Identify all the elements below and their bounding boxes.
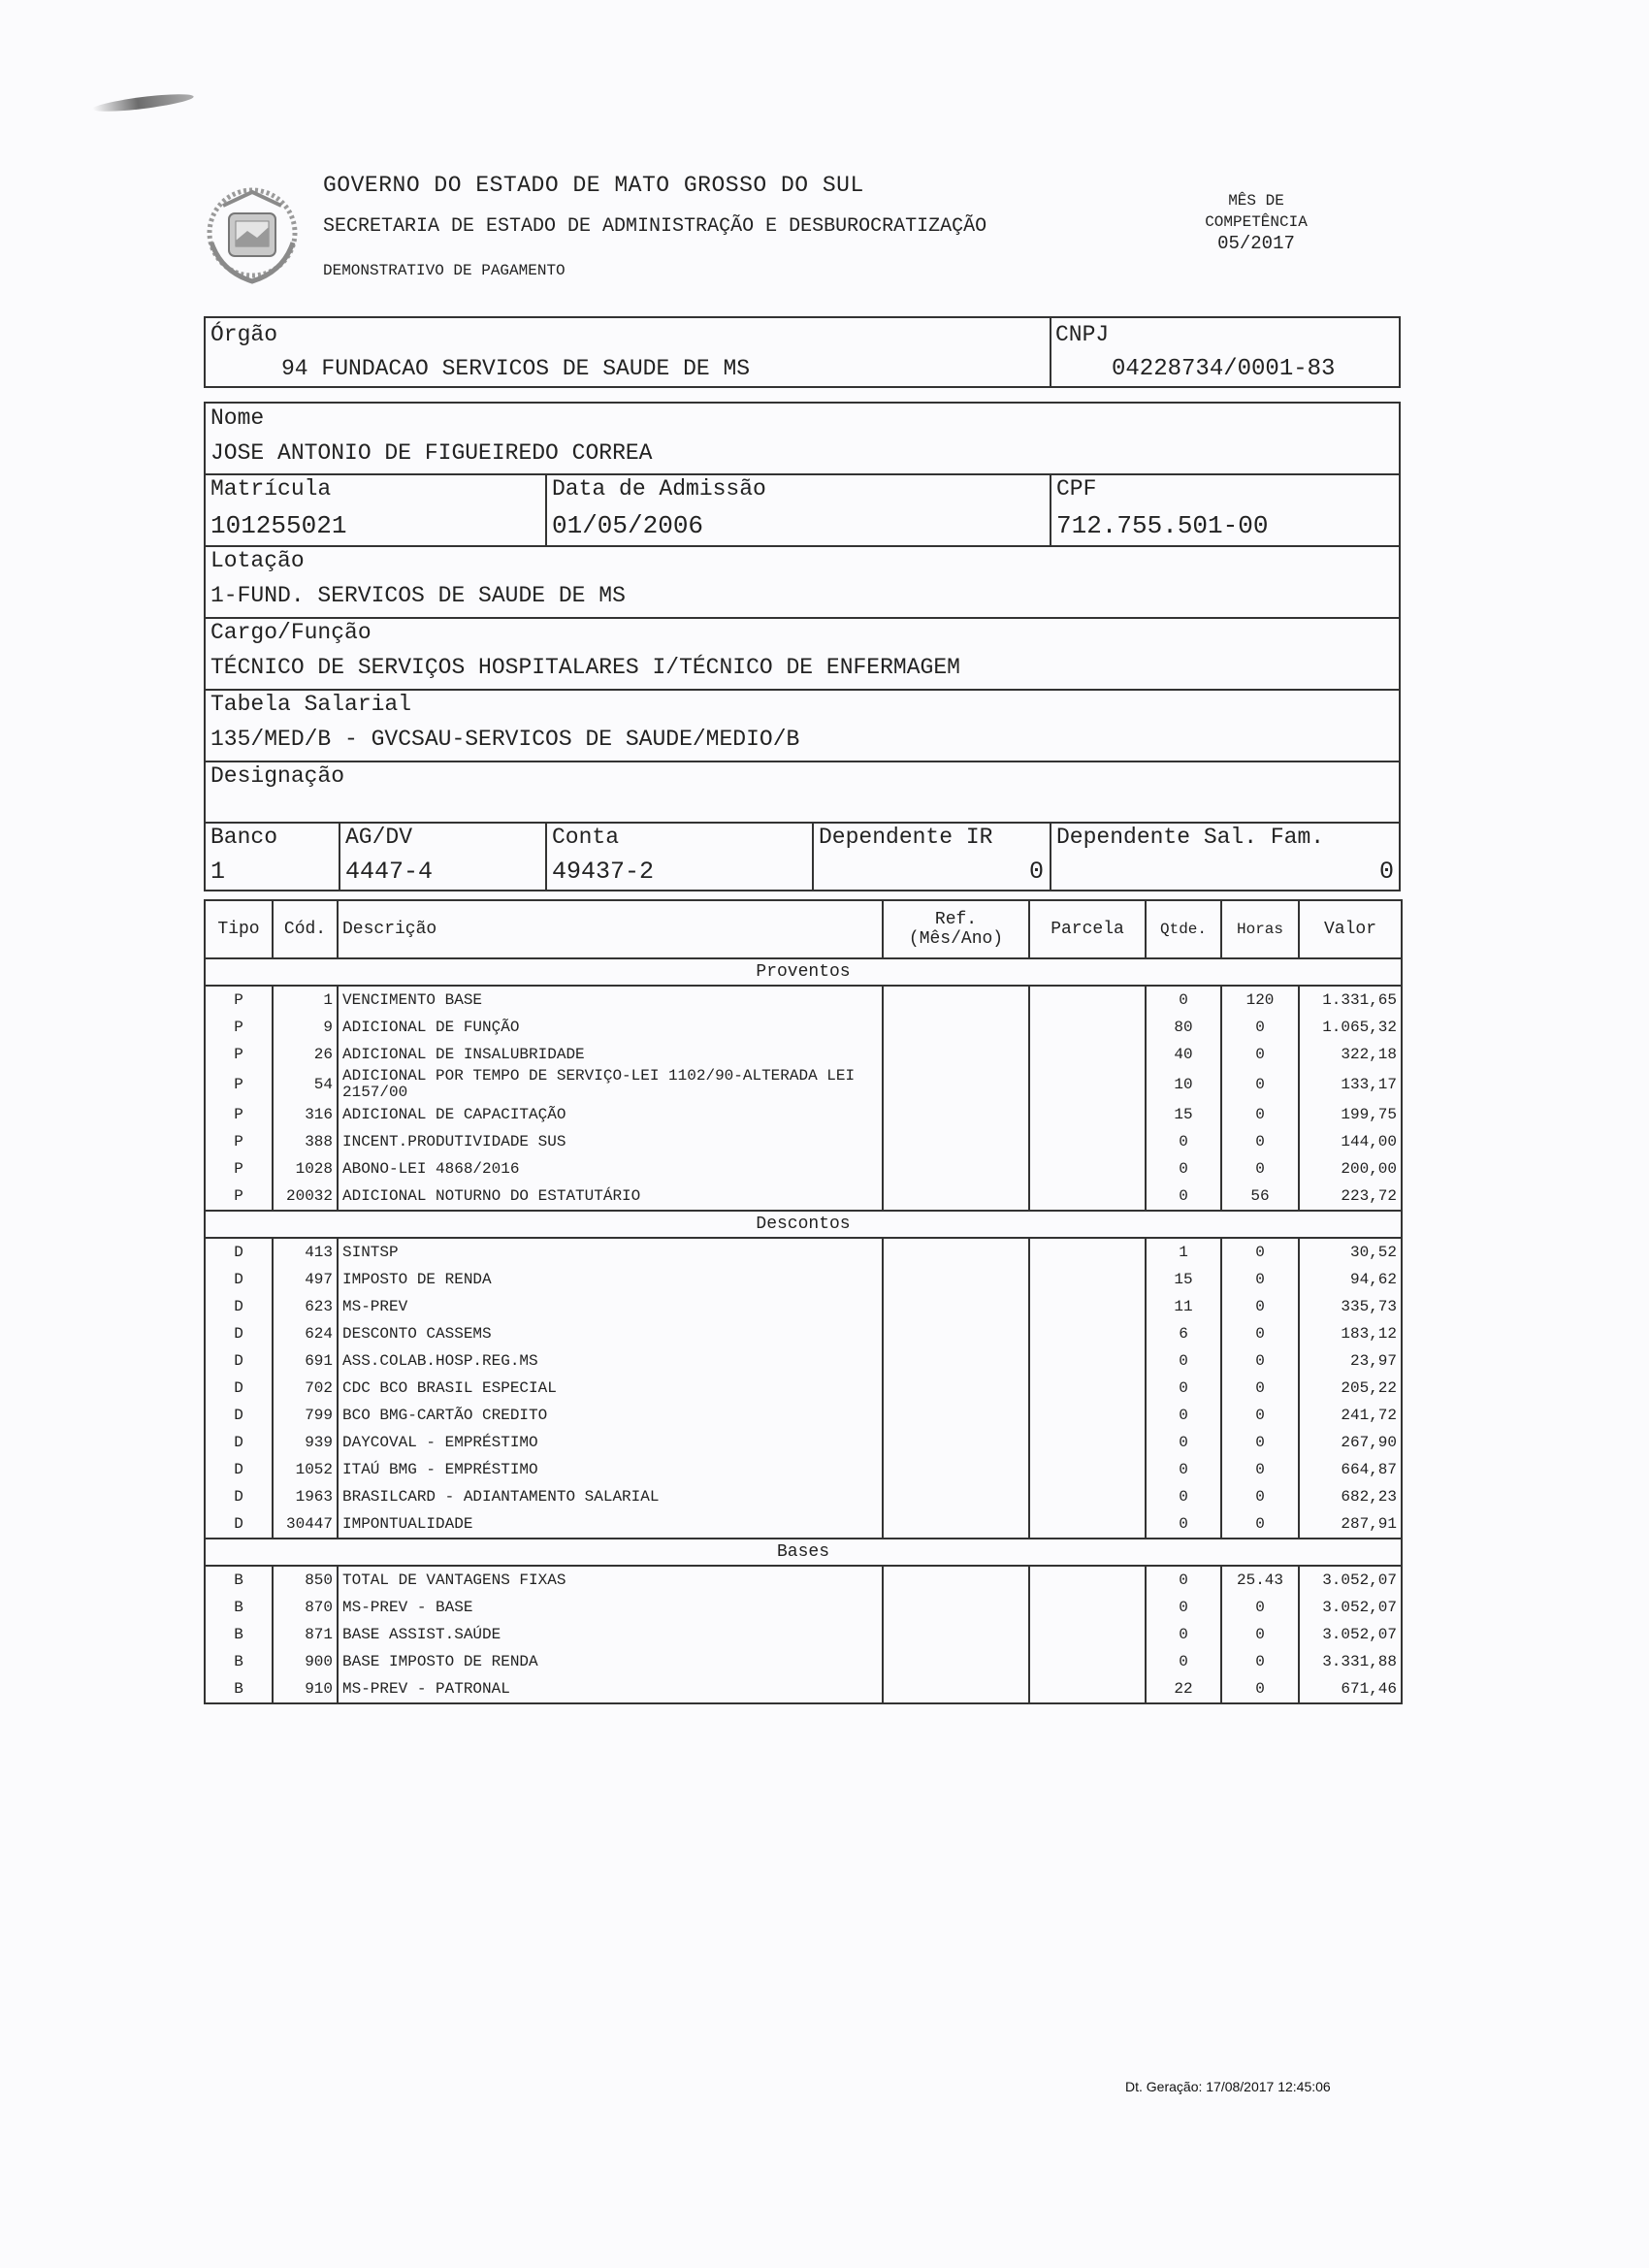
- cell-ref: [883, 1675, 1029, 1703]
- cell-parcela: [1029, 1238, 1146, 1266]
- lotacao-value: 1-FUND. SERVICOS DE SAUDE DE MS: [210, 583, 626, 608]
- cell-horas: 0: [1221, 1101, 1299, 1128]
- table-row: [205, 1347, 1402, 1375]
- cell-valor: 3.052,07: [1299, 1566, 1402, 1594]
- cell-qtde: 0: [1146, 986, 1221, 1014]
- cell-parcela: [1029, 1293, 1146, 1320]
- conta-label: Conta: [552, 825, 620, 850]
- cell-parcela: [1029, 1483, 1146, 1510]
- cell-codigo: 870: [273, 1594, 338, 1621]
- cell-codigo: 900: [273, 1648, 338, 1675]
- cell-codigo: 850: [273, 1566, 338, 1594]
- cell-horas: 25.43: [1221, 1566, 1299, 1594]
- cell-parcela: [1029, 1510, 1146, 1539]
- cell-ref: [883, 1375, 1029, 1402]
- cell-valor: 199,75: [1299, 1101, 1402, 1128]
- cargo-value: TÉCNICO DE SERVIÇOS HOSPITALARES I/TÉCNICO DE ENFERMAGEM: [210, 655, 960, 680]
- admissao-label: Data de Admissão: [552, 476, 766, 502]
- cell-parcela: [1029, 1068, 1146, 1101]
- cell-codigo: 1963: [273, 1483, 338, 1510]
- nome-value: JOSE ANTONIO DE FIGUEIREDO CORREA: [210, 440, 653, 466]
- cell-tipo: B: [205, 1675, 273, 1703]
- cell-descricao: BASE IMPOSTO DE RENDA: [338, 1648, 883, 1675]
- cell-ref: [883, 1347, 1029, 1375]
- cell-codigo: 1052: [273, 1456, 338, 1483]
- cell-parcela: [1029, 1648, 1146, 1675]
- secretariat-title: SECRETARIA DE ESTADO DE ADMINISTRAÇÃO E DESBUROCRATIZAÇÃO: [323, 215, 987, 238]
- cell-tipo: P: [205, 1155, 273, 1183]
- section-header: [205, 958, 1402, 986]
- cell-horas: 0: [1221, 1648, 1299, 1675]
- cell-ref: [883, 1483, 1029, 1510]
- cpf-value: 712.755.501-00: [1056, 511, 1269, 540]
- table-row: [205, 1128, 1402, 1155]
- cell-valor: 287,91: [1299, 1510, 1402, 1539]
- cell-qtde: 0: [1146, 1566, 1221, 1594]
- cell-ref: [883, 1155, 1029, 1183]
- section-title: Proventos: [205, 958, 1402, 986]
- cell-codigo: 623: [273, 1293, 338, 1320]
- cell-descricao: MS-PREV - PATRONAL: [338, 1675, 883, 1703]
- cell-descricao: VENCIMENTO BASE: [338, 986, 883, 1014]
- cell-descricao: MS-PREV - BASE: [338, 1594, 883, 1621]
- cell-tipo: B: [205, 1621, 273, 1648]
- banco-label: Banco: [210, 825, 278, 850]
- col-ref: [883, 900, 1029, 958]
- cell-descricao: INCENT.PRODUTIVIDADE SUS: [338, 1128, 883, 1155]
- matricula-value: 101255021: [210, 511, 347, 540]
- nome-label: Nome: [210, 405, 265, 431]
- table-row: [205, 1183, 1402, 1211]
- table-row: [205, 1375, 1402, 1402]
- cell-ref: [883, 1648, 1029, 1675]
- col-tipo: Tipo: [205, 900, 273, 958]
- cell-qtde: 0: [1146, 1621, 1221, 1648]
- cell-qtde: 0: [1146, 1456, 1221, 1483]
- cell-horas: 0: [1221, 1483, 1299, 1510]
- cell-qtde: 0: [1146, 1375, 1221, 1402]
- cell-ref: [883, 1293, 1029, 1320]
- cell-descricao: SINTSP: [338, 1238, 883, 1266]
- cell-descricao: ABONO-LEI 4868/2016: [338, 1155, 883, 1183]
- cell-parcela: [1029, 1375, 1146, 1402]
- cell-valor: 200,00: [1299, 1155, 1402, 1183]
- cell-parcela: [1029, 1155, 1146, 1183]
- cell-descricao: DAYCOVAL - EMPRÉSTIMO: [338, 1429, 883, 1456]
- cell-qtde: 0: [1146, 1429, 1221, 1456]
- cell-qtde: 10: [1146, 1068, 1221, 1101]
- cell-tipo: D: [205, 1266, 273, 1293]
- cell-parcela: [1029, 1320, 1146, 1347]
- cell-valor: 205,22: [1299, 1375, 1402, 1402]
- cell-descricao: CDC BCO BRASIL ESPECIAL: [338, 1375, 883, 1402]
- table-row: [205, 1293, 1402, 1320]
- cell-codigo: 910: [273, 1675, 338, 1703]
- cell-ref: [883, 986, 1029, 1014]
- cell-qtde: 15: [1146, 1266, 1221, 1293]
- cell-valor: 30,52: [1299, 1238, 1402, 1266]
- col-horas: Horas: [1221, 900, 1299, 958]
- table-row: [205, 1566, 1402, 1594]
- cell-horas: 0: [1221, 1155, 1299, 1183]
- cell-tipo: D: [205, 1510, 273, 1539]
- cell-parcela: [1029, 1402, 1146, 1429]
- payment-table-body: [205, 958, 1402, 1703]
- cell-tipo: D: [205, 1402, 273, 1429]
- cell-ref: [883, 1456, 1029, 1483]
- cell-ref: [883, 1266, 1029, 1293]
- section-title: Bases: [205, 1539, 1402, 1566]
- cell-tipo: D: [205, 1375, 273, 1402]
- cell-qtde: 0: [1146, 1510, 1221, 1539]
- table-row: [205, 1155, 1402, 1183]
- cell-qtde: 15: [1146, 1101, 1221, 1128]
- cell-ref: [883, 1566, 1029, 1594]
- col-valor: Valor: [1299, 900, 1402, 958]
- cell-descricao: IMPOSTO DE RENDA: [338, 1266, 883, 1293]
- table-row: [205, 1429, 1402, 1456]
- table-row: [205, 1675, 1402, 1703]
- cell-qtde: 0: [1146, 1347, 1221, 1375]
- cell-tipo: B: [205, 1566, 273, 1594]
- table-row: [205, 1068, 1402, 1101]
- cell-tipo: D: [205, 1456, 273, 1483]
- cell-codigo: 9: [273, 1014, 338, 1041]
- cell-qtde: 1: [1146, 1238, 1221, 1266]
- orgao-label: Órgão: [210, 322, 278, 347]
- agencia-value: 4447-4: [345, 858, 434, 886]
- cell-parcela: [1029, 986, 1146, 1014]
- cell-valor: 664,87: [1299, 1456, 1402, 1483]
- cell-codigo: 799: [273, 1402, 338, 1429]
- section-title: Descontos: [205, 1211, 1402, 1238]
- cell-ref: [883, 1320, 1029, 1347]
- cell-valor: 144,00: [1299, 1128, 1402, 1155]
- col-qtde: Qtde.: [1146, 900, 1221, 958]
- tabela-salarial-label: Tabela Salarial: [210, 692, 412, 717]
- competencia-block: [1164, 190, 1348, 254]
- cell-codigo: 316: [273, 1101, 338, 1128]
- cell-codigo: 1028: [273, 1155, 338, 1183]
- dependente-salfam-label: Dependente Sal. Fam.: [1056, 825, 1325, 850]
- col-codigo: Cód.: [273, 900, 338, 958]
- cell-valor: 1.065,32: [1299, 1014, 1402, 1041]
- cell-descricao: BCO BMG-CARTÃO CREDITO: [338, 1402, 883, 1429]
- table-row: [205, 1483, 1402, 1510]
- cell-valor: 183,12: [1299, 1320, 1402, 1347]
- table-row: [205, 1648, 1402, 1675]
- cell-parcela: [1029, 1266, 1146, 1293]
- cell-tipo: P: [205, 1128, 273, 1155]
- cell-parcela: [1029, 1347, 1146, 1375]
- cell-descricao: DESCONTO CASSEMS: [338, 1320, 883, 1347]
- cell-horas: 120: [1221, 986, 1299, 1014]
- cell-valor: 241,72: [1299, 1402, 1402, 1429]
- orgao-box: [204, 316, 1401, 388]
- cell-valor: 3.052,07: [1299, 1594, 1402, 1621]
- table-row: [205, 1402, 1402, 1429]
- cell-qtde: 0: [1146, 1483, 1221, 1510]
- cell-horas: 0: [1221, 1594, 1299, 1621]
- cell-codigo: 26: [273, 1041, 338, 1068]
- table-row: [205, 1621, 1402, 1648]
- cell-codigo: 20032: [273, 1183, 338, 1211]
- cell-horas: 0: [1221, 1402, 1299, 1429]
- col-ref-sub: (Mês/Ano): [908, 929, 1004, 949]
- cell-qtde: 0: [1146, 1402, 1221, 1429]
- section-header: [205, 1539, 1402, 1566]
- lotacao-label: Lotação: [210, 548, 305, 573]
- cell-parcela: [1029, 1128, 1146, 1155]
- cell-parcela: [1029, 1014, 1146, 1041]
- cell-codigo: 871: [273, 1621, 338, 1648]
- table-row: [205, 1510, 1402, 1539]
- cell-qtde: 80: [1146, 1014, 1221, 1041]
- cell-descricao: ITAÚ BMG - EMPRÉSTIMO: [338, 1456, 883, 1483]
- cell-tipo: P: [205, 1014, 273, 1041]
- cell-qtde: 6: [1146, 1320, 1221, 1347]
- cell-descricao: ADICIONAL NOTURNO DO ESTATUTÁRIO: [338, 1183, 883, 1211]
- cell-parcela: [1029, 1675, 1146, 1703]
- cell-parcela: [1029, 1456, 1146, 1483]
- col-descricao-label: Descrição: [342, 920, 437, 939]
- tabela-salarial-value: 135/MED/B - GVCSAU-SERVICOS DE SAUDE/MEDIO/B: [210, 727, 800, 752]
- government-title: GOVERNO DO ESTADO DE MATO GROSSO DO SUL: [323, 173, 864, 198]
- cell-ref: [883, 1128, 1029, 1155]
- table-row: [205, 1320, 1402, 1347]
- cell-valor: 94,62: [1299, 1266, 1402, 1293]
- agencia-label: AG/DV: [345, 825, 413, 850]
- orgao-value: 94 FUNDACAO SERVICOS DE SAUDE DE MS: [281, 356, 751, 381]
- cell-tipo: D: [205, 1429, 273, 1456]
- cell-descricao: MS-PREV: [338, 1293, 883, 1320]
- cell-valor: 335,73: [1299, 1293, 1402, 1320]
- admissao-value: 01/05/2006: [552, 511, 704, 540]
- cell-tipo: P: [205, 1068, 273, 1101]
- cell-qtde: 0: [1146, 1128, 1221, 1155]
- cargo-label: Cargo/Função: [210, 620, 372, 645]
- cell-parcela: [1029, 1594, 1146, 1621]
- cell-descricao: ASS.COLAB.HOSP.REG.MS: [338, 1347, 883, 1375]
- cell-codigo: 691: [273, 1347, 338, 1375]
- document-type: DEMONSTRATIVO DE PAGAMENTO: [323, 262, 566, 279]
- col-ref-label: Ref.: [934, 910, 978, 929]
- table-row: [205, 1041, 1402, 1068]
- servidor-box: [204, 402, 1401, 891]
- cell-valor: 3.052,07: [1299, 1621, 1402, 1648]
- cell-codigo: 388: [273, 1128, 338, 1155]
- cell-qtde: 0: [1146, 1183, 1221, 1211]
- cell-ref: [883, 1238, 1029, 1266]
- section-header: [205, 1211, 1402, 1238]
- cell-codigo: 30447: [273, 1510, 338, 1539]
- cell-ref: [883, 1183, 1029, 1211]
- cell-ref: [883, 1429, 1029, 1456]
- cell-descricao: ADICIONAL DE CAPACITAÇÃO: [338, 1101, 883, 1128]
- cell-qtde: 40: [1146, 1041, 1221, 1068]
- cell-horas: 0: [1221, 1068, 1299, 1101]
- cell-codigo: 413: [273, 1238, 338, 1266]
- cell-descricao: BASE ASSIST.SAÚDE: [338, 1621, 883, 1648]
- cell-horas: 0: [1221, 1675, 1299, 1703]
- matricula-label: Matrícula: [210, 476, 332, 502]
- conta-value: 49437-2: [552, 858, 655, 886]
- cell-descricao: IMPONTUALIDADE: [338, 1510, 883, 1539]
- cell-codigo: 702: [273, 1375, 338, 1402]
- cell-tipo: P: [205, 1101, 273, 1128]
- cell-ref: [883, 1510, 1029, 1539]
- cell-descricao: ADICIONAL POR TEMPO DE SERVIÇO-LEI 1102/90-ALTERADA LEI 2157/00: [338, 1068, 883, 1101]
- cell-ref: [883, 1014, 1029, 1041]
- cell-parcela: [1029, 1041, 1146, 1068]
- cpf-label: CPF: [1056, 476, 1097, 502]
- cell-horas: 56: [1221, 1183, 1299, 1211]
- table-row: [205, 1101, 1402, 1128]
- cell-horas: 0: [1221, 1320, 1299, 1347]
- competencia-value: 05/2017: [1217, 233, 1295, 254]
- cell-tipo: D: [205, 1320, 273, 1347]
- cell-valor: 671,46: [1299, 1675, 1402, 1703]
- generation-date: Dt. Geração: 17/08/2017 12:45:06: [1125, 2079, 1331, 2094]
- cell-tipo: P: [205, 1183, 273, 1211]
- table-row: [205, 1594, 1402, 1621]
- cell-parcela: [1029, 1621, 1146, 1648]
- cell-valor: 133,17: [1299, 1068, 1402, 1101]
- cell-horas: 0: [1221, 1041, 1299, 1068]
- cell-codigo: 497: [273, 1266, 338, 1293]
- cell-tipo: B: [205, 1648, 273, 1675]
- cell-horas: 0: [1221, 1429, 1299, 1456]
- cell-horas: 0: [1221, 1014, 1299, 1041]
- payment-table: [204, 899, 1403, 1704]
- table-row: [205, 986, 1402, 1014]
- cell-valor: 223,72: [1299, 1183, 1402, 1211]
- table-row: [205, 1238, 1402, 1266]
- cell-horas: 0: [1221, 1347, 1299, 1375]
- cell-tipo: D: [205, 1347, 273, 1375]
- cell-tipo: P: [205, 986, 273, 1014]
- cnpj-value: 04228734/0001-83: [1112, 356, 1336, 382]
- cell-tipo: P: [205, 1041, 273, 1068]
- cell-valor: 267,90: [1299, 1429, 1402, 1456]
- cell-qtde: 22: [1146, 1675, 1221, 1703]
- cell-qtde: 0: [1146, 1648, 1221, 1675]
- table-row: [205, 1014, 1402, 1041]
- cell-descricao: TOTAL DE VANTAGENS FIXAS: [338, 1566, 883, 1594]
- col-descricao: [338, 900, 883, 958]
- competencia-label-1: MÊS DE: [1228, 192, 1284, 210]
- cell-descricao: ADICIONAL DE FUNÇÃO: [338, 1014, 883, 1041]
- dependente-ir-value: 0: [1028, 858, 1044, 886]
- dependente-ir-label: Dependente IR: [819, 825, 993, 850]
- cell-tipo: B: [205, 1594, 273, 1621]
- table-row: [205, 1266, 1402, 1293]
- cell-horas: 0: [1221, 1621, 1299, 1648]
- table-row: [205, 1456, 1402, 1483]
- cell-ref: [883, 1402, 1029, 1429]
- cell-valor: 682,23: [1299, 1483, 1402, 1510]
- cell-parcela: [1029, 1101, 1146, 1128]
- cell-horas: 0: [1221, 1293, 1299, 1320]
- cell-descricao: ADICIONAL DE INSALUBRIDADE: [338, 1041, 883, 1068]
- cell-valor: 23,97: [1299, 1347, 1402, 1375]
- cell-ref: [883, 1101, 1029, 1128]
- cell-ref: [883, 1068, 1029, 1101]
- designacao-label: Designação: [210, 763, 345, 789]
- banco-value: 1: [210, 858, 226, 886]
- cell-parcela: [1029, 1183, 1146, 1211]
- cell-parcela: [1029, 1566, 1146, 1594]
- cell-valor: 1.331,65: [1299, 986, 1402, 1014]
- cell-valor: 322,18: [1299, 1041, 1402, 1068]
- cell-tipo: D: [205, 1238, 273, 1266]
- table-header-row: [205, 900, 1402, 958]
- cell-valor: 3.331,88: [1299, 1648, 1402, 1675]
- state-coat-of-arms-icon: [204, 184, 301, 291]
- dependente-salfam-value: 0: [1378, 858, 1394, 886]
- cnpj-label: CNPJ: [1055, 322, 1110, 347]
- col-parcela: Parcela: [1029, 900, 1146, 958]
- cell-tipo: D: [205, 1483, 273, 1510]
- cell-ref: [883, 1621, 1029, 1648]
- cell-ref: [883, 1594, 1029, 1621]
- cell-codigo: 939: [273, 1429, 338, 1456]
- competencia-label-2: COMPETÊNCIA: [1205, 213, 1308, 231]
- cell-codigo: 1: [273, 986, 338, 1014]
- cell-horas: 0: [1221, 1128, 1299, 1155]
- cell-descricao: BRASILCARD - ADIANTAMENTO SALARIAL: [338, 1483, 883, 1510]
- cell-ref: [883, 1041, 1029, 1068]
- cell-horas: 0: [1221, 1238, 1299, 1266]
- cell-qtde: 0: [1146, 1594, 1221, 1621]
- cell-codigo: 54: [273, 1068, 338, 1101]
- cell-horas: 0: [1221, 1266, 1299, 1293]
- cell-tipo: D: [205, 1293, 273, 1320]
- cell-qtde: 11: [1146, 1293, 1221, 1320]
- cell-qtde: 0: [1146, 1155, 1221, 1183]
- cell-horas: 0: [1221, 1510, 1299, 1539]
- cell-parcela: [1029, 1429, 1146, 1456]
- pen-smudge: [92, 91, 195, 115]
- cell-horas: 0: [1221, 1456, 1299, 1483]
- cell-codigo: 624: [273, 1320, 338, 1347]
- cell-horas: 0: [1221, 1375, 1299, 1402]
